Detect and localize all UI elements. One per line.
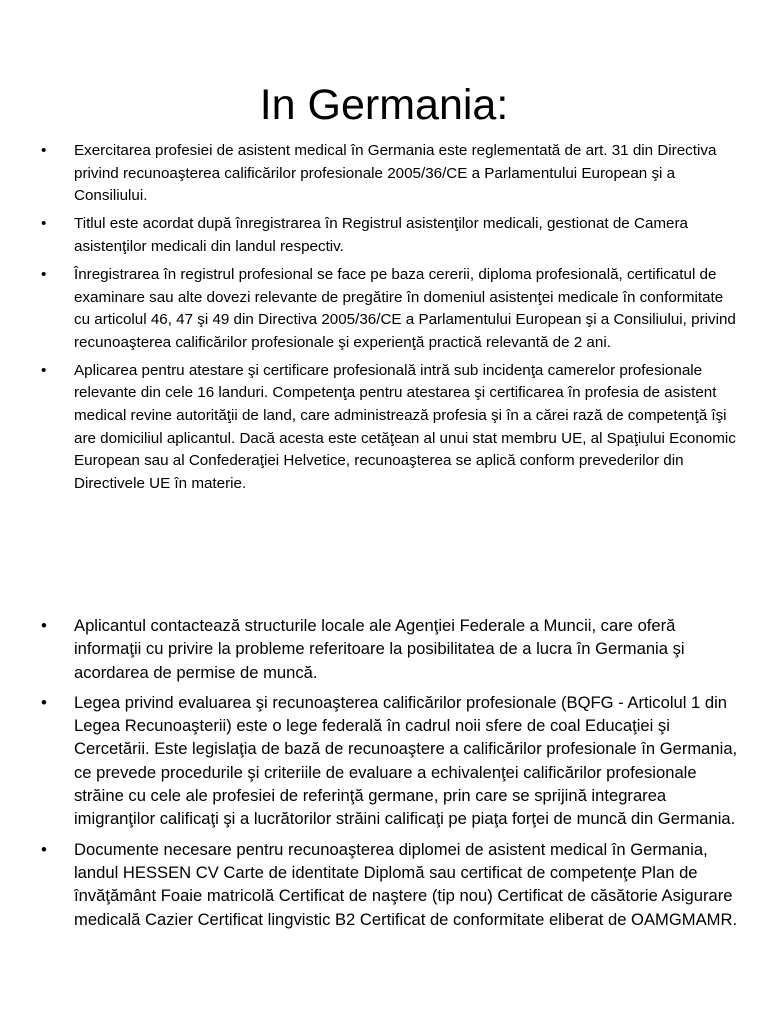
bullet-item (0, 213, 768, 258)
bullet-list-section-1 (0, 140, 768, 501)
bullet-text: Înregistrarea în registrul profesional se face pe baza cererii, diploma profesională, certificatul de examinare sau alte dovezi relevante de pregătire în domeniul asistenţei medicale în conformitate cu articolul 46, 47 şi 49 din Directiva 2005/36/CE a Parlamentului European şi a Consiliului, privind recunoaşterea calificărilor profesionale şi experienţă practică relevantă de 2 ani. (74, 265, 736, 351)
bullet-item (0, 838, 768, 931)
bullet-text: Titlul este acordat după înregistrarea în Registrul asistenţilor medicali, gestionat de Camera asistenţilor medicali din landul respectiv. (74, 215, 688, 255)
bullet-dot-icon: • (41, 361, 47, 379)
bullet-text: Aplicantul contactează structurile locale ale Agenţiei Federale a Muncii, care oferă informaţii cu privire la probleme referitoare la posibilitatea de a lucra în Germania şi acordarea de permise de muncă. (74, 616, 685, 682)
bullet-item (0, 264, 768, 354)
bullet-dot-icon: • (41, 215, 47, 233)
bullet-text: Documente necesare pentru recunoaşterea diplomei de asistent medical în Germania, landul HESSEN CV Carte de identitate Diplomă sau certificat de competenţe Plan de învăţământ Foaie matricolă Certificat de naştere (tip nou) Certificat de căsătorie Asigurare medicală Cazier Certificat lingvistic B2 Certificat de conformitate eliberat de OAMGMAMR. (74, 839, 738, 929)
page-title: In Germania: (259, 80, 509, 129)
bullet-text: Legea privind evaluarea şi recunoaşterea calificărilor profesionale (BQFG - Articolul 1 din Legea Recunoaşterii) este o lege federală în cadrul noii sfere de coal Educaţiei şi Cercetării. Este legislaţia de bază de recunoaştere a calificărilor profesionale în Germania, ce prevede procedurile şi criteriile de evaluare a echivalenţei calificărilor profesionale străine cu cele ale profesiei de referinţă germane, prin care se sprijină integrarea imigranţilor calificaţi şi a lucrătorilor străini calificaţi pe piaţa forţei de muncă din Germania. (74, 692, 738, 829)
bullet-dot-icon: • (41, 616, 47, 635)
bullet-list-section-2 (0, 614, 768, 938)
bullet-dot-icon: • (41, 839, 47, 859)
bullet-dot-icon: • (41, 142, 47, 159)
bullet-item (0, 691, 768, 831)
bullet-text: Aplicarea pentru atestare şi certificare profesională intră sub incidenţa camerelor profesionale relevante din cele 16 landuri. Competenţa pentru atestarea şi certificarea în profesia de asistent medical revine autorităţii de land, care administrează profesia şi în a cărei rază de competenţă îşi are domiciliul aplicantul. Dacă acesta este cetăţean al unui stat membru UE, al Spaţiului Economic European sau al Confederaţiei Helvetice, recunoaşterea se aplică conform prevederilor din Directivele UE în materie. (74, 361, 736, 492)
bullet-text: Exercitarea profesiei de asistent medical în Germania este reglementată de art. 31 din Directiva privind recunoaşterea calificărilor profesionale 2005/36/CE a Parlamentului European şi a Consiliului. (74, 142, 717, 205)
bullet-dot-icon: • (41, 692, 47, 712)
bullet-dot-icon: • (41, 265, 47, 283)
bullet-item (0, 614, 768, 684)
bullet-item (0, 140, 768, 208)
bullet-item (0, 360, 768, 496)
